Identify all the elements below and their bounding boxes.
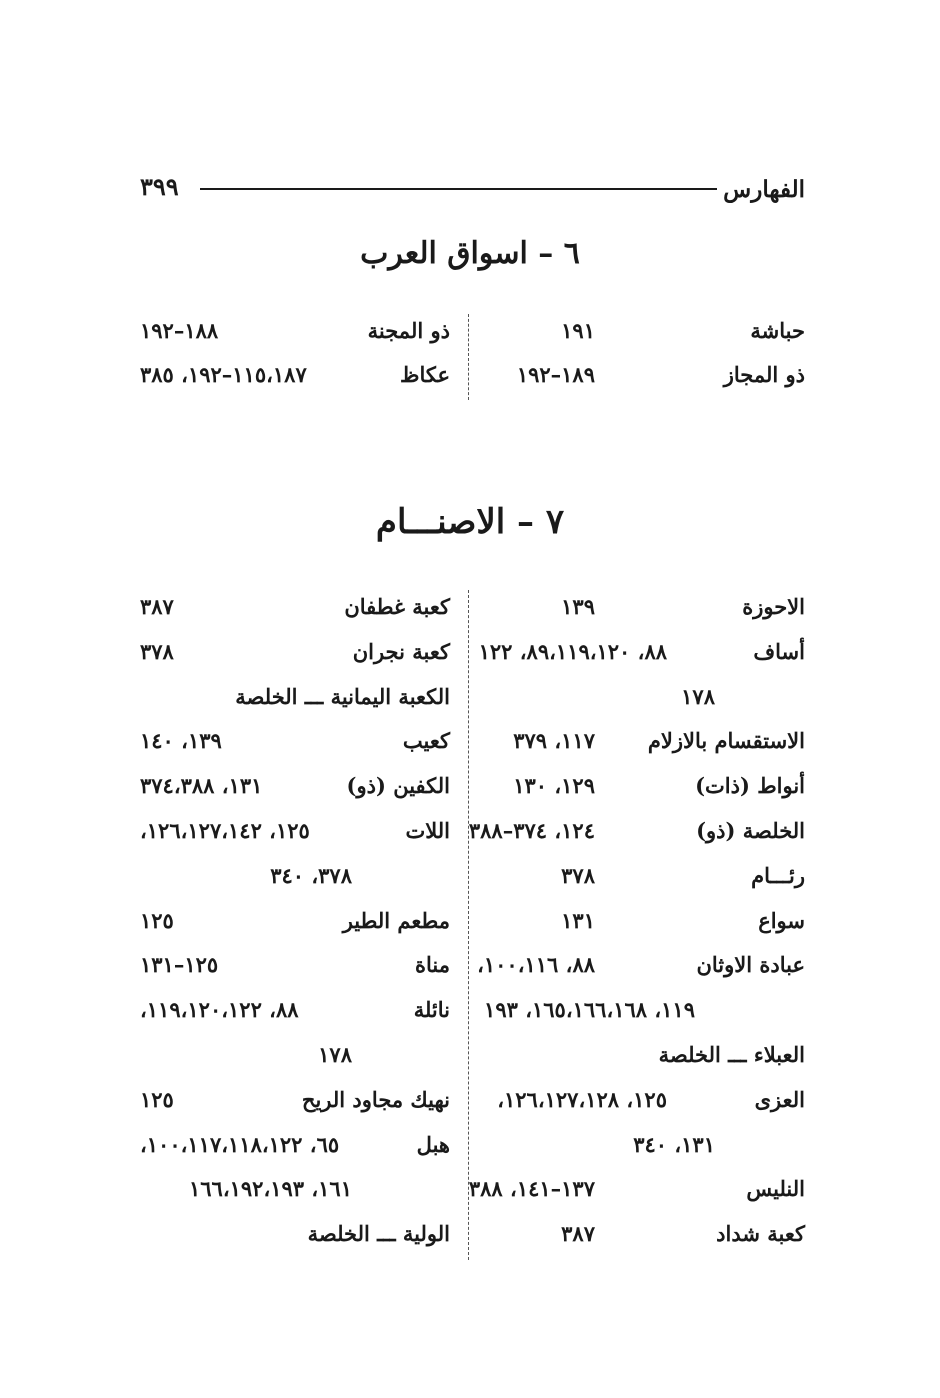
index-cell-right <box>475 633 805 678</box>
index-cell-left <box>140 633 462 678</box>
entry-pages: ٨٨، ١١٩،١٢٠،١٢٢، <box>140 997 299 1023</box>
index-cell-right <box>475 356 805 400</box>
entry-pages: ٨٨، ١٠٠،١١٦، <box>477 952 595 978</box>
index-cell-left <box>140 356 462 400</box>
section-6-table <box>140 312 805 400</box>
entry-name: الخلصة (ذو) <box>696 817 805 843</box>
index-row <box>140 588 805 633</box>
entry-pages-continued: ١٧٨ <box>681 683 715 709</box>
index-cell-right <box>475 1081 805 1126</box>
index-row <box>140 356 805 400</box>
index-cell-right <box>475 678 805 723</box>
index-row <box>140 312 805 356</box>
cross-reference: الولية ـــ الخلصة <box>307 1221 450 1247</box>
entry-pages: ١٩١ <box>561 318 595 343</box>
entry-name: أنواط (ذات) <box>695 773 805 799</box>
index-row <box>140 722 805 767</box>
entry-name: عبادة الاوثان <box>696 952 805 978</box>
index-cell-right <box>468 812 805 857</box>
header-rule <box>200 188 717 190</box>
index-cell-right <box>475 1215 805 1260</box>
entry-name: الكفين (ذو) <box>346 773 450 799</box>
entry-pages: ١٢٤، ٣٧٤–٣٨٨ <box>468 817 595 843</box>
entry-pages: ٣٧٨ <box>140 638 174 664</box>
page-number: ٣٩٩ <box>140 172 179 201</box>
index-cell-right <box>475 857 805 902</box>
entry-name: رئـــام <box>751 862 805 888</box>
entry-name: ذو المجاز <box>723 362 805 387</box>
index-row <box>140 1081 805 1126</box>
entry-pages: ١٣١، ٣٧٤،٣٨٨ <box>140 773 263 799</box>
entry-pages: ١١٧، ٣٧٩ <box>513 728 595 754</box>
index-row <box>140 991 805 1036</box>
index-row <box>140 1126 805 1171</box>
index-cell-left <box>140 722 462 767</box>
entry-pages: ١٢٥، ١٢٦،١٢٧،١٢٨، <box>497 1086 667 1112</box>
index-cell-left <box>140 678 462 723</box>
index-cell-left <box>140 1081 462 1126</box>
entry-name: الاحوزة <box>742 594 805 619</box>
running-header <box>140 172 805 212</box>
index-cell-left <box>140 991 462 1036</box>
entry-pages: ١٨٩–١٩٢ <box>516 362 595 387</box>
index-row <box>140 902 805 947</box>
entry-pages-continued: ١٦١، ١٦٦،١٩٢،١٩٣ <box>188 1176 352 1202</box>
entry-name: كعيب <box>402 728 450 754</box>
entry-pages-continued: ١٣١، ٣٤٠ <box>633 1131 715 1157</box>
index-cell-right <box>468 1170 805 1215</box>
index-cell-left <box>140 1215 462 1260</box>
entry-pages: ١٢٥، ١٢٦،١٢٧،١٤٢، <box>140 817 310 843</box>
entry-pages: ١٣١ <box>561 907 595 933</box>
cross-reference: الكعبة اليمانية ـــ الخلصة <box>235 683 450 709</box>
index-cell-left <box>140 857 462 902</box>
entry-name: النليس <box>746 1176 805 1202</box>
entry-pages: ١٢٥–١٣١ <box>140 952 219 978</box>
index-cell-left <box>140 812 462 857</box>
entry-pages: ١٢٥ <box>140 907 174 933</box>
index-row <box>140 1170 805 1215</box>
index-cell-left <box>140 767 462 812</box>
entry-name: هبل <box>416 1131 450 1157</box>
index-cell-left <box>140 1126 462 1171</box>
entry-pages: ١٣٧–١٤١، ٣٨٨ <box>468 1176 595 1202</box>
header-title: الفهارس <box>723 176 805 203</box>
entry-pages-continued: ١٧٨ <box>318 1041 352 1067</box>
entry-pages: ١٣٩، ١٤٠ <box>140 728 222 754</box>
entry-pages: ١٨٨–١٩٢ <box>140 318 219 343</box>
entry-name: سواع <box>758 907 805 933</box>
entry-pages: ١٣٩ <box>561 594 595 619</box>
index-cell-right <box>475 1036 805 1081</box>
entry-pages-continued: ١١٩، ١٦٥،١٦٦،١٦٨، ١٩٣ <box>484 997 695 1023</box>
index-cell-right <box>475 767 805 812</box>
entry-pages: ٣٨٧ <box>561 1221 595 1247</box>
entry-name: مناة <box>415 952 450 978</box>
entry-name: الاستقسام بالازلام <box>647 728 805 754</box>
index-cell-right <box>475 991 805 1036</box>
index-row <box>140 857 805 902</box>
entry-name: كعبة نجران <box>352 638 450 664</box>
index-cell-right <box>475 588 805 633</box>
entry-name: اللات <box>405 817 450 843</box>
entry-pages: ١٢٩، ١٣٠ <box>513 773 595 799</box>
entry-name: حباشة <box>750 318 805 343</box>
section-6-title: ٦ – اسواق العرب <box>360 236 580 271</box>
entry-name: كعبة شداد <box>716 1221 805 1247</box>
index-row <box>140 812 805 857</box>
index-row <box>140 946 805 991</box>
index-row <box>140 633 805 678</box>
entry-name: مطعم الطير <box>342 907 450 933</box>
index-cell-left <box>140 1170 462 1215</box>
entry-pages: ١١٥،١٨٧–١٩٢، ٣٨٥ <box>140 362 307 387</box>
entry-name: العزى <box>754 1086 805 1112</box>
entry-pages: ٨٨، ٨٩،١١٩،١٢٠، ١٢٢ <box>478 638 667 664</box>
section-7-title: ٧ – الاصنـــام <box>375 502 565 542</box>
index-cell-left <box>140 902 462 947</box>
index-row <box>140 678 805 723</box>
entry-pages-continued: ٣٧٨، ٣٤٠ <box>270 862 352 888</box>
index-row <box>140 1036 805 1081</box>
entry-name: نائلة <box>413 997 450 1023</box>
entry-pages: ٣٧٨ <box>561 862 595 888</box>
index-cell-left <box>140 1036 462 1081</box>
entry-name: كعبة غطفان <box>344 594 450 619</box>
index-cell-right <box>475 902 805 947</box>
index-row <box>140 767 805 812</box>
index-cell-right <box>475 1126 805 1171</box>
index-cell-right <box>475 722 805 767</box>
entry-name: ذو المجنة <box>367 318 450 343</box>
index-cell-left <box>140 588 462 633</box>
entry-pages: ٦٥، ١٠٠،١١٧،١١٨،١٢٢، <box>140 1131 340 1157</box>
index-cell-left <box>140 312 462 356</box>
entry-pages: ١٢٥ <box>140 1086 174 1112</box>
entry-pages: ٣٨٧ <box>140 594 174 619</box>
section-7-table <box>140 588 805 1260</box>
index-cell-right <box>475 312 805 356</box>
index-cell-right <box>475 946 805 991</box>
entry-name: نهيك مجاود الريح <box>301 1086 450 1112</box>
entry-name: عكاظ <box>400 362 450 387</box>
index-row <box>140 1215 805 1260</box>
entry-name: أساف <box>753 638 805 664</box>
index-cell-left <box>140 946 462 991</box>
cross-reference: العبلاء ـــ الخلصة <box>658 1041 805 1067</box>
